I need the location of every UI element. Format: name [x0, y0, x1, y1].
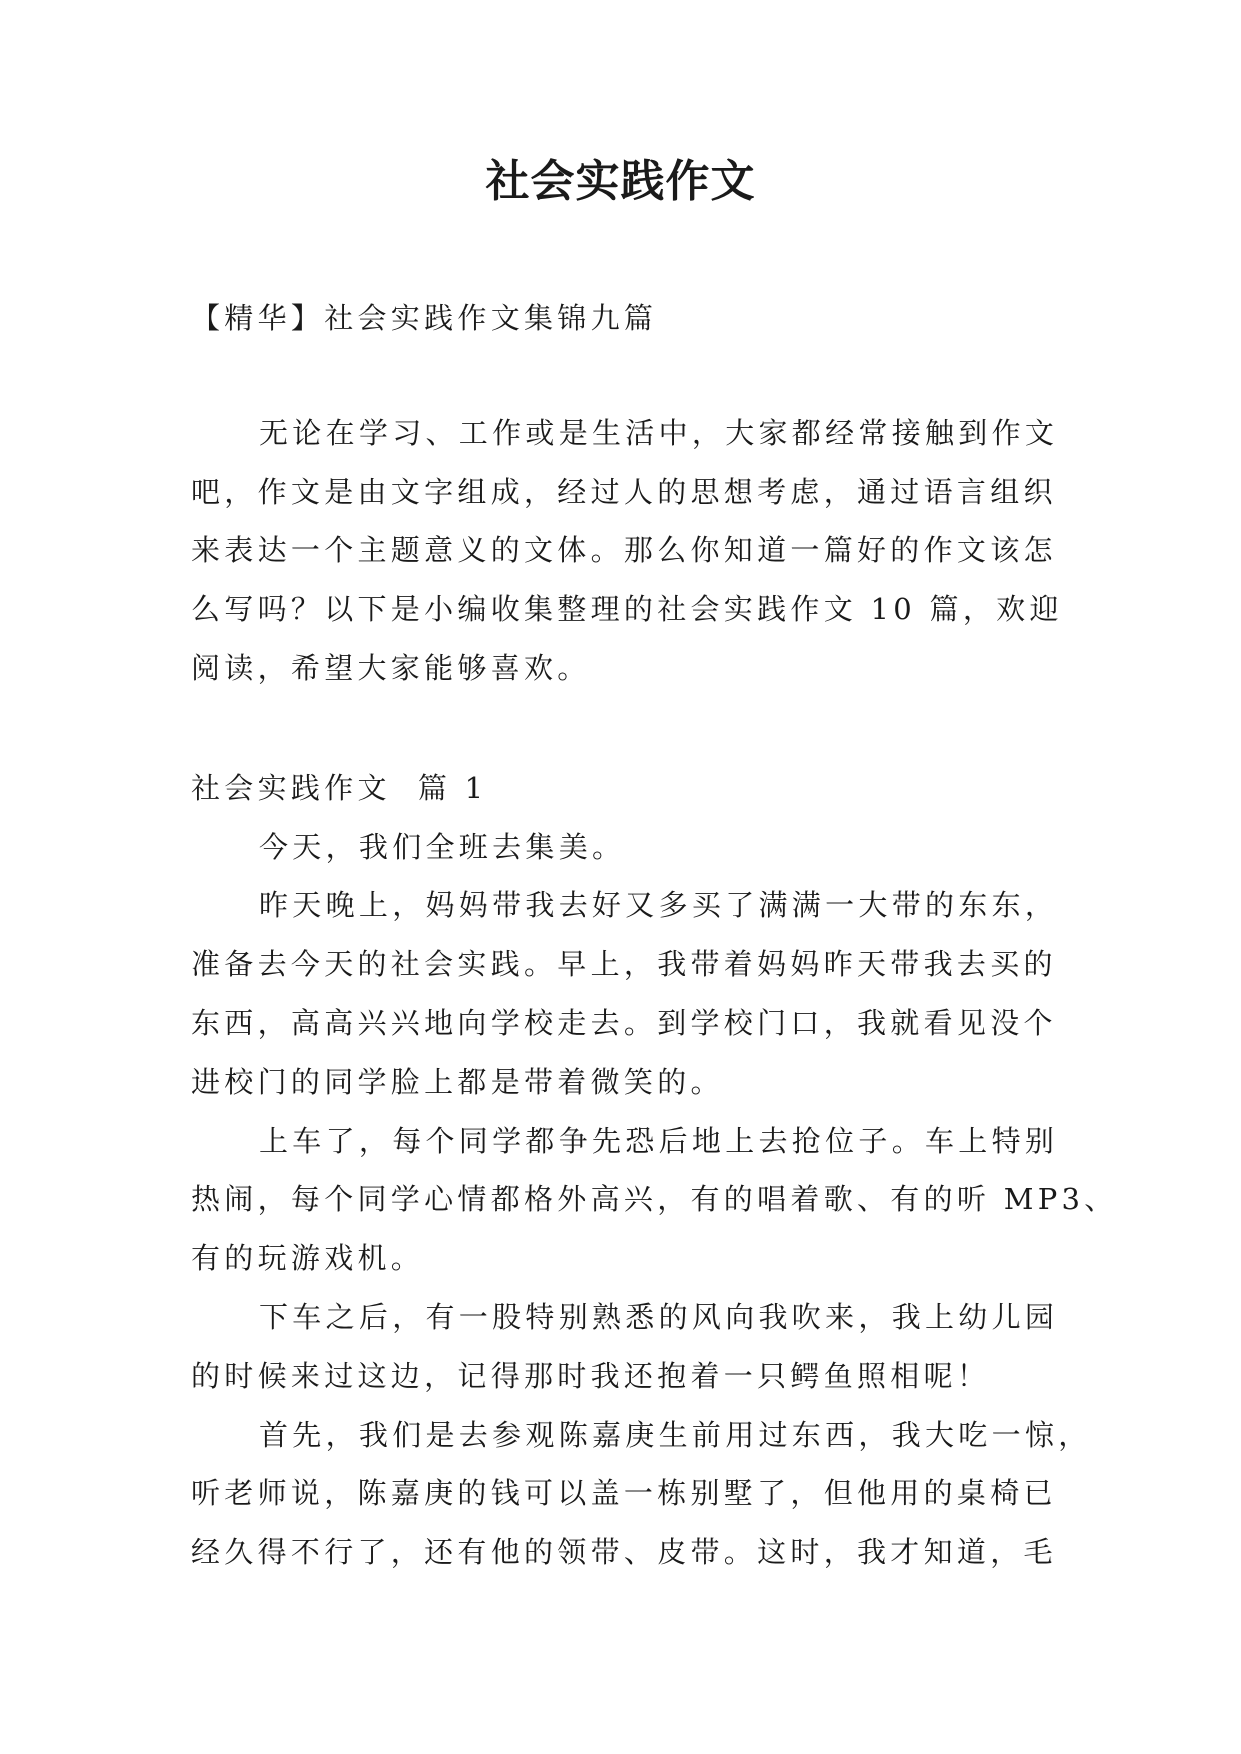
paragraph-line: 有的玩游戏机。 [191, 1241, 425, 1276]
paragraph-line: 来表达一个主题意义的文体。那么你知道一篇好的作文该怎 [191, 533, 1057, 568]
paragraph-line: 首先，我们是去参观陈嘉庚生前用过东西，我大吃一惊， [259, 1417, 1092, 1452]
essay-paragraph [191, 1406, 1151, 1582]
paragraph-line: 的时候来过这边，记得那时我还抱着一只鳄鱼照相呢！ [191, 1358, 991, 1393]
paragraph-line: 听老师说，陈嘉庚的钱可以盖一栋别墅了，但他用的桌椅已 [191, 1476, 1057, 1511]
paragraph-line: 么写吗？以下是小编收集整理的社会实践作文 10 篇，欢迎 [191, 592, 1063, 627]
essay-paragraph [191, 818, 1151, 877]
intro-paragraph [191, 404, 1151, 698]
essay-paragraph [191, 1112, 1151, 1288]
paragraph-line: 无论在学习、工作或是生活中，大家都经常接触到作文 [259, 415, 1059, 450]
paragraph-line: 东西，高高兴兴地向学校走去。到学校门口，我就看见没个 [191, 1005, 1057, 1040]
paragraph-line: 吧，作文是由文字组成，经过人的思想考虑，通过语言组织 [191, 474, 1057, 509]
paragraph-line: 上车了，每个同学都争先恐后地上去抢位子。车上特别 [259, 1123, 1059, 1158]
paragraph-line: 经久得不行了，还有他的领带、皮带。这时，我才知道，毛 [191, 1535, 1057, 1570]
paragraph-line: 进校门的同学脸上都是带着微笑的。 [191, 1064, 724, 1099]
paragraph-line: 昨天晚上，妈妈带我去好又多买了满满一大带的东东， [259, 888, 1059, 923]
essay-paragraph [191, 876, 1151, 1111]
paragraph-line: 今天，我们全班去集美。 [259, 829, 626, 864]
paragraph-line: 准备去今天的社会实践。早上，我带着妈妈昨天带我去买的 [191, 947, 1057, 982]
paragraph-line: 下车之后，有一股特别熟悉的风向我吹来，我上幼儿园 [259, 1299, 1059, 1334]
document-title: 社会实践作文 [485, 156, 756, 207]
essay-paragraph [191, 1288, 1151, 1406]
document-subtitle: 【精华】社会实践作文集锦九篇 [191, 301, 658, 335]
essay-section-1 [191, 759, 1151, 1582]
section-heading: 社会实践作文 篇 1 [191, 770, 488, 805]
paragraph-line: 热闹，每个同学心情都格外高兴，有的唱着歌、有的听 MP3、 [191, 1182, 1118, 1217]
document-body [191, 289, 1151, 1582]
paragraph-line: 阅读，希望大家能够喜欢。 [191, 650, 591, 685]
